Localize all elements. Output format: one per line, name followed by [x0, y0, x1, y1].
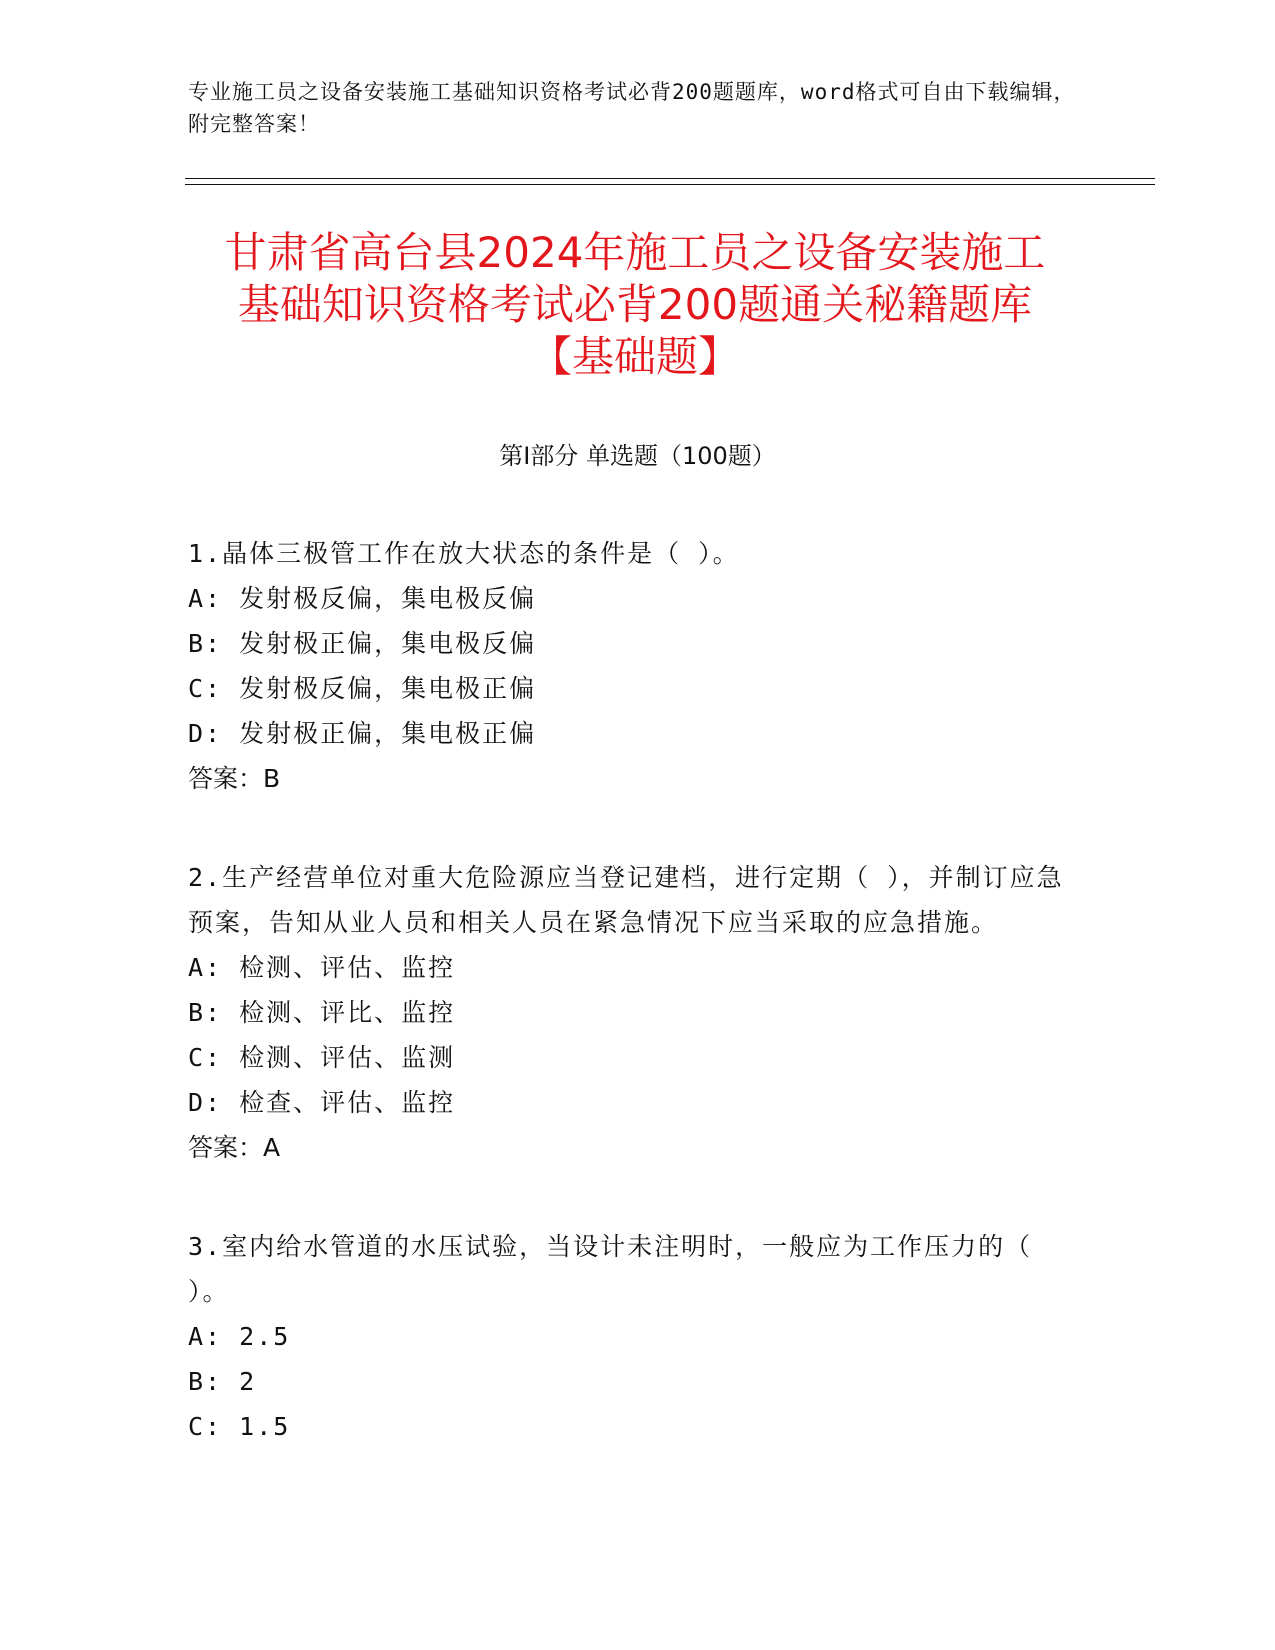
- option-a: A: 发射极反偏，集电极反偏: [188, 584, 537, 613]
- answer-label: 答案：A: [188, 1133, 281, 1162]
- option-d: D: 发射极正偏，集电极正偏: [188, 719, 537, 748]
- option-d: D: 检查、评估、监控: [188, 1088, 456, 1117]
- title-line-2: 基础知识资格考试必背200题通关秘籍题库: [237, 280, 1033, 329]
- question-list: [188, 531, 1068, 1503]
- option-c: C: 1.5: [188, 1412, 291, 1441]
- document-title: [175, 227, 1095, 383]
- question-2: [188, 855, 1068, 1170]
- header-divider-bottom: [185, 184, 1155, 185]
- question-1: [188, 531, 1068, 801]
- title-line-1: 甘肃省高台县2024年施工员之设备安装施工: [224, 228, 1046, 277]
- header-divider-top: [185, 178, 1155, 179]
- question-stem: 1.晶体三极管工作在放大状态的条件是（ ）。: [188, 539, 740, 568]
- answer-label: 答案：B: [188, 764, 281, 793]
- title-line-3: 【基础题】: [529, 332, 740, 381]
- question-3: [188, 1224, 1068, 1449]
- document-header-note: 专业施工员之设备安装施工基础知识资格考试必背200题题库，word格式可自由下载编辑，附完整答案！: [188, 80, 1076, 136]
- option-a: A: 检测、评估、监控: [188, 953, 456, 982]
- question-stem: 3.室内给水管道的水压试验，当设计未注明时，一般应为工作压力的（ ）。: [188, 1232, 1033, 1306]
- option-a: A: 2.5: [188, 1322, 291, 1351]
- option-b: B: 2: [188, 1367, 257, 1396]
- question-stem: 2.生产经营单位对重大危险源应当登记建档，进行定期（ ），并制订应急预案，告知从业人员和相关人员在紧急情况下应当采取的应急措施。: [188, 863, 1064, 937]
- section-heading: 第Ⅰ部分 单选题（100题）: [499, 442, 776, 470]
- option-c: C: 发射极反偏，集电极正偏: [188, 674, 537, 703]
- option-b: B: 发射极正偏，集电极反偏: [188, 629, 537, 658]
- option-b: B: 检测、评比、监控: [188, 998, 456, 1027]
- option-c: C: 检测、评估、监测: [188, 1043, 456, 1072]
